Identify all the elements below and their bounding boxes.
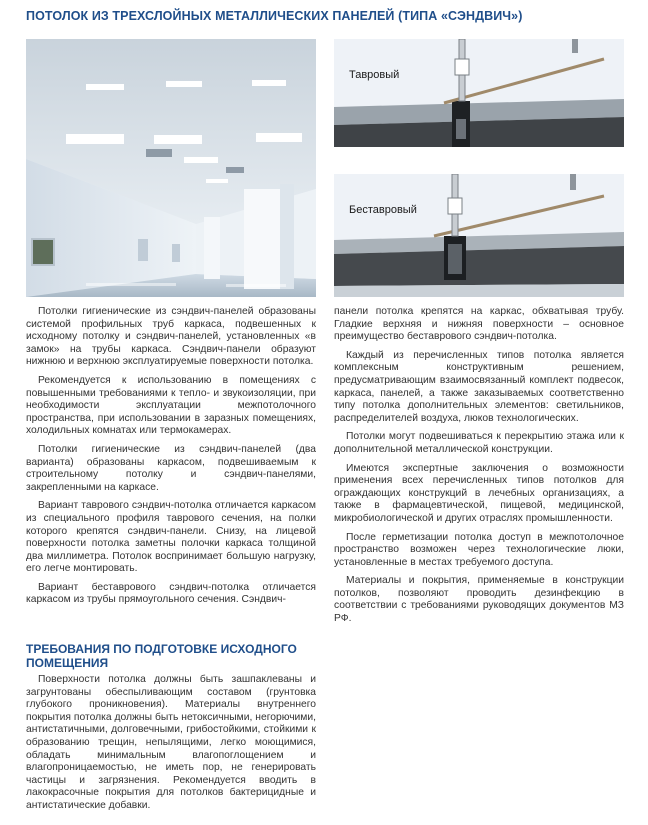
paragraph: Потолки могут подвешиваться к перекрытию этажа или к дополнительной металлической конструкции. (334, 431, 624, 455)
right-text-column (334, 306, 624, 632)
paragraph: Материалы и покрытия, применяемые в конструкции потолков, позволяют проводить дезинфекцию в соответствии с требованиями руководящих документов МЗ РФ. (334, 575, 624, 625)
teeless-label: Беставровый (349, 204, 417, 216)
paragraph: Каждый из перечисленных типов потолка является комплексным конструктивным решением, предусматривающим взаимосвязанный комплект подвесок, каркаса, панелей, а также заказываемых соответственно типу потолка дополнительных элементов: светильников, распределителей воздуха, люков технологических. (334, 349, 624, 424)
paragraph: Потолки гигиенические из сэндвич-панелей (два варианта) образованы каркасом, подвешиваемым к строительному потолку и сэндвич-панелями, закрепленными на каркасе. (26, 443, 316, 493)
tee-label: Тавровый (349, 69, 400, 81)
section-heading: ТРЕБОВАНИЯ ПО ПОДГОТОВКЕ ИСХОДНОГО ПОМЕЩЕНИЯ (26, 642, 297, 670)
paragraph: После герметизации потолка доступ в межпотолочное пространство возможен через технологические люки, установленные в местах требуемого доступа. (334, 531, 624, 568)
teeless-ceiling-diagram (334, 174, 624, 297)
paragraph: Вариант беставрового сэндвич-потолка отличается каркасом из трубы прямоугольного сечения. Сэндвич- (26, 581, 316, 606)
paragraph: Потолки гигиенические из сэндвич-панелей образованы системой профильных труб каркаса, подвешенных к исходному потолку и сэндвич-панелей, установленных «в замок» на трубы каркаса. Сэндвич-панели образуют нижнюю и верхнюю эксплуатируемые поверхности потолка. (26, 306, 316, 368)
paragraph: Вариант таврового сэндвич-потолка отличается каркасом из специального профиля таврового сечения, на полки которого крепятся сэндвич-панели. Снизу, на лицевой поверхности потолка заметны полочки каркаса толщиной два миллиметра. Потолок воспринимает большую нагрузку, его легче монтировать. (26, 500, 316, 575)
requirements-text (26, 674, 316, 819)
tee-ceiling-diagram (334, 39, 624, 147)
left-text-column (26, 306, 316, 613)
paragraph: Имеются экспертные заключения о возможности применения всех перечисленных типов потолков для ограждающих конструкций в лечебных организациях, а также в фармацевтической, пищевой, медицинской, микробиологической и других отраслях промышленности. (334, 462, 624, 524)
paragraph: панели потолка крепятся на каркас, обхватывая трубу. Гладкие верхняя и нижняя поверхности – основное преимущество беставрового сэндвич-потолка. (334, 306, 624, 343)
cleanroom-photo (26, 39, 316, 297)
page-title: ПОТОЛОК ИЗ ТРЕХСЛОЙНЫХ МЕТАЛЛИЧЕСКИХ ПАНЕЛЕЙ (ТИПА «СЭНДВИЧ») (26, 9, 523, 23)
paragraph: Рекомендуется к использованию в помещениях с повышенными требованиями к тепло- и звукоизоляции, при необходимости эксплуатации межпотолочного пространства, при использовании в заразных помещениях, холодильных комнатах или термокамерах. (26, 374, 316, 437)
paragraph: Поверхности потолка должны быть зашпаклеваны и загрунтованы обеспыливающим составом (грунтовка глубокого проникновения). Материалы внутреннего покрытия потолка должны быть нетоксичными, негорючими, антистатичными, долговечными, грибостойкими, стойкими к образованию трещин, непылящими, легко моющимися, обладать минимальным влагопоглощением и влагопроницаемостью, не иметь пор, не генерировать частицы и загрязнения. Рекомендуется вводить в лакокрасочные покрытия для потолков бактерицидные и антистатические добавки. (26, 674, 316, 811)
